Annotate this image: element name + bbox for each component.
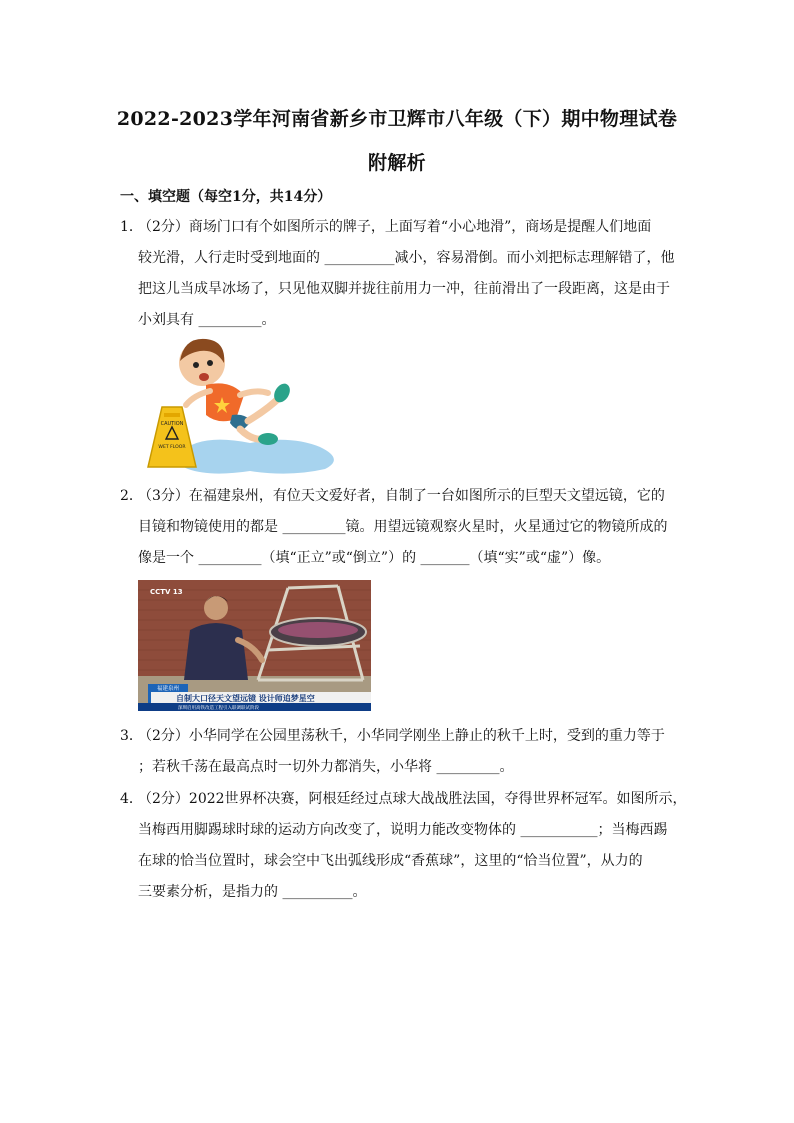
- headline-caption: 自制大口径天文望远镜 设计师追梦星空: [176, 694, 315, 703]
- question-text-line: （2分）小华同学在公园里荡秋千，小华同学刚坐上静止的秋千上时，受到的重力等于: [138, 728, 665, 744]
- channel-logo: CCTV 13: [150, 588, 183, 596]
- location-tag: 福建泉州: [156, 686, 180, 692]
- telescope-photo: [138, 580, 371, 711]
- question-text-line: 较光滑，人行走时受到地面的 __________减小，容易滑倒。而小刘把标志理解错了，他: [138, 250, 675, 266]
- question-text-line: 当梅西用脚踢球时球的运动方向改变了，说明力能改变物体的 ___________；当梅西踢: [138, 822, 668, 838]
- question-2: [120, 481, 680, 574]
- question-number: 3．: [120, 728, 143, 744]
- question-text-line: 像是一个 _________（填“正立”或“倒立”）的 _______（填“实”或“虚”）像。: [138, 550, 611, 566]
- question-1: [120, 212, 680, 336]
- question-number: 2．: [120, 488, 143, 504]
- question-3: [120, 721, 680, 783]
- water-puddle: [176, 440, 334, 474]
- question-number: 4．: [120, 791, 143, 807]
- question-number: 1．: [120, 219, 143, 235]
- sign-text-1: CAUTION: [160, 421, 184, 427]
- section-heading: 一、填空题（每空1分，共14分）: [120, 189, 332, 205]
- question-text-line: 目镜和物镜使用的都是 _________镜。用望远镜观察火星时，火星通过它的物镜所成的: [138, 519, 668, 535]
- document-title-line-2: 附解析: [368, 152, 426, 174]
- news-ticker: 深圳启用高铁改造工程引入联调联试阶段: [178, 706, 259, 711]
- caution-sign-icon: [148, 407, 196, 467]
- question-text-line: （2分）2022世界杯决赛，阿根廷经过点球大战战胜法国，夺得世界杯冠军。如图所示，: [138, 791, 687, 807]
- question-text-line: 在球的恰当位置时，球会空中飞出弧线形成“香蕉球”，这里的“恰当位置”，从力的: [138, 853, 643, 869]
- question-text-line: ；若秋千荡在最高点时一切外力都消失，小华将 _________。: [138, 759, 514, 775]
- question-text-line: （3分）在福建泉州，有位天文爱好者，自制了一台如图所示的巨型天文望远镜，它的: [138, 488, 665, 504]
- document-title-line-1: 2022-2023学年河南省新乡市卫辉市八年级（下）期中物理试卷: [116, 108, 678, 130]
- question-text-line: （2分）商场门口有个如图所示的牌子，上面写着“小心地滑”，商场是提醒人们地面: [138, 219, 652, 235]
- question-text-line: 把这儿当成旱冰场了，只见他双脚并拢往前用力一冲，往前滑出了一段距离，这是由于: [138, 281, 670, 297]
- question-text-line: 三要素分析，是指力的 __________。: [138, 884, 367, 900]
- sign-text-2: WET FLOOR: [158, 445, 186, 450]
- question-4: [120, 784, 687, 908]
- question-text-line: 小刘具有 _________。: [138, 312, 276, 328]
- slipping-boy-figure: [140, 335, 345, 477]
- boy-character: [179, 339, 293, 445]
